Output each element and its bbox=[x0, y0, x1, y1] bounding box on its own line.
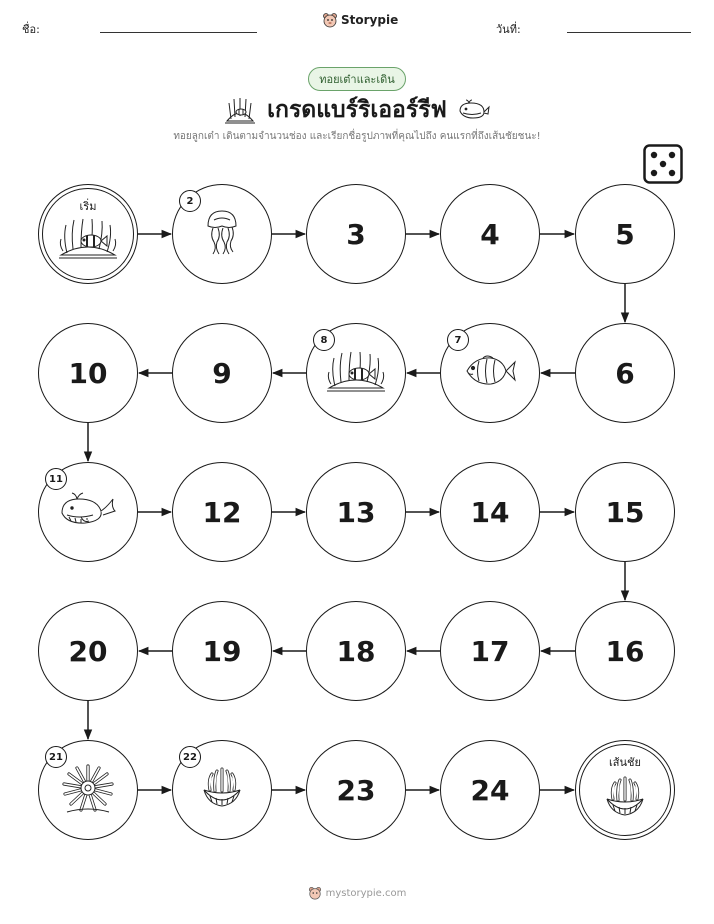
board-cell-3[interactable] bbox=[306, 184, 406, 284]
cell-number-badge: 11 bbox=[45, 468, 67, 490]
cell-number: 12 bbox=[202, 495, 242, 529]
whale-icon bbox=[59, 491, 117, 533]
board-cell-14[interactable] bbox=[440, 462, 540, 562]
board-cell-20[interactable] bbox=[38, 601, 138, 701]
finish-label: เส้นชัย bbox=[609, 756, 641, 769]
cell-number-badge: 8 bbox=[313, 329, 335, 351]
cell-number: 10 bbox=[68, 356, 108, 390]
cell-number-badge: 22 bbox=[179, 746, 201, 768]
board-cell-15[interactable] bbox=[575, 462, 675, 562]
cell-number: 4 bbox=[480, 217, 500, 251]
board-cell-16[interactable] bbox=[575, 601, 675, 701]
board-cell-6[interactable] bbox=[575, 323, 675, 423]
cell-number-badge: 21 bbox=[45, 746, 67, 768]
cell-number: 14 bbox=[470, 495, 510, 529]
board-cell-19[interactable] bbox=[172, 601, 272, 701]
fish-icon bbox=[463, 354, 517, 392]
board-cell-11[interactable] bbox=[38, 462, 138, 562]
cell-number: 3 bbox=[346, 217, 366, 251]
cell-number-badge: 2 bbox=[179, 190, 201, 212]
board-cell-7[interactable] bbox=[440, 323, 540, 423]
cell-number: 5 bbox=[615, 217, 635, 251]
board-cell-22[interactable] bbox=[172, 740, 272, 840]
board-cell-4[interactable] bbox=[440, 184, 540, 284]
jellyfish-icon bbox=[202, 208, 242, 260]
footer-bear-icon bbox=[308, 886, 322, 900]
cell-number: 24 bbox=[470, 773, 510, 807]
coral-clownfish-icon bbox=[57, 215, 119, 265]
coral-clownfish-icon bbox=[325, 348, 387, 398]
board-cell-10[interactable] bbox=[38, 323, 138, 423]
name-label: ชื่อ: bbox=[22, 23, 40, 36]
brand-name: Storypie bbox=[341, 13, 399, 27]
page-title: เกรดแบร์ริเออร์รีฟ bbox=[267, 97, 447, 123]
board-cell-23[interactable] bbox=[306, 740, 406, 840]
board-cell-13[interactable] bbox=[306, 462, 406, 562]
board-cell-5[interactable] bbox=[575, 184, 675, 284]
cell-number: 18 bbox=[336, 634, 376, 668]
cell-number: 13 bbox=[336, 495, 376, 529]
board-cell-25[interactable] bbox=[575, 740, 675, 840]
board-cell-9[interactable] bbox=[172, 323, 272, 423]
footer-site: mystorypie.com bbox=[325, 887, 407, 899]
instructions: ทอยลูกเต๋า เดินตามจำนวนช่อง และเรียกชื่อรูปภาพที่คุณไปถึง คนแรกที่ถึงเส้นชัยชนะ! bbox=[173, 131, 541, 142]
cell-number: 6 bbox=[615, 356, 635, 390]
board-cell-21[interactable] bbox=[38, 740, 138, 840]
board-cell-8[interactable] bbox=[306, 323, 406, 423]
board-cell-12[interactable] bbox=[172, 462, 272, 562]
cell-number: 17 bbox=[470, 634, 510, 668]
cell-number: 9 bbox=[212, 356, 232, 390]
cell-number-badge: 7 bbox=[447, 329, 469, 351]
clam-anemone-icon bbox=[200, 766, 244, 814]
cell-number: 19 bbox=[202, 634, 242, 668]
cell-number: 23 bbox=[336, 773, 376, 807]
board-cell-24[interactable] bbox=[440, 740, 540, 840]
cell-number: 20 bbox=[68, 634, 108, 668]
clam-anemone-icon bbox=[603, 775, 647, 823]
board-cell-2[interactable] bbox=[172, 184, 272, 284]
game-type-pill: ทอยเต๋าและเดิน bbox=[308, 67, 406, 91]
cell-number: 16 bbox=[605, 634, 645, 668]
cell-number: 15 bbox=[605, 495, 645, 529]
footer bbox=[0, 886, 714, 900]
board-cell-18[interactable] bbox=[306, 601, 406, 701]
board-cell-1[interactable] bbox=[38, 184, 138, 284]
anemone-icon bbox=[59, 762, 117, 818]
start-label: เริ่ม bbox=[79, 200, 97, 213]
date-label: วันที่: bbox=[496, 23, 521, 36]
board-cell-17[interactable] bbox=[440, 601, 540, 701]
